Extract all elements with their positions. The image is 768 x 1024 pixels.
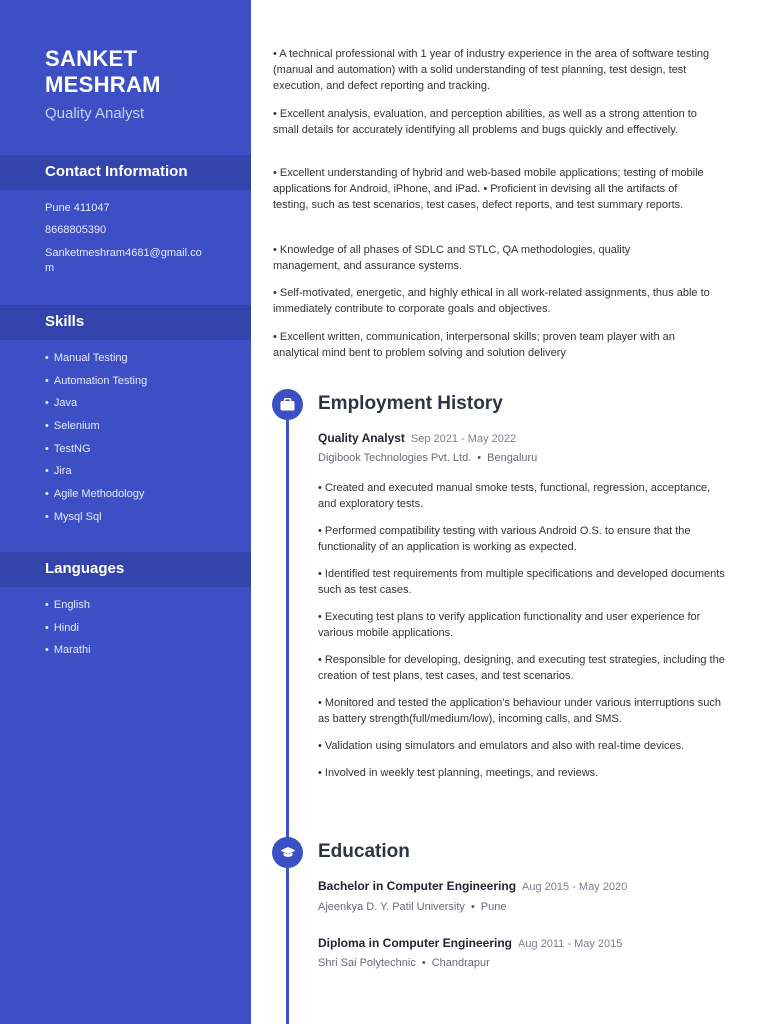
languages-list	[45, 598, 91, 666]
employment-bullet: • Monitored and tested the application’s behaviour under various interruptions such as battery strength(full/medium/low), incoming calls, and SMS.	[318, 697, 721, 725]
education-title: Education	[318, 841, 410, 862]
employment-bullet: • Identified test requirements from multiple specifications and developed documents such as test cases.	[318, 568, 725, 596]
summary-paragraph: • Excellent understanding of hybrid and web-based mobile applications; testing of mobile applications for Android, iPhone, and iPad. • Proficient in devising all the artifacts of testing, such as test scenarios, test cases, defect reports, and test summary reports.	[273, 167, 704, 211]
skill-item: • Manual Testing	[45, 351, 147, 374]
languages-header-label: Languages	[45, 560, 125, 577]
summary-paragraph: • Knowledge of all phases of SDLC and STLC, QA methodologies, quality management, and assurance systems.	[273, 244, 631, 272]
first-name: SANKET	[45, 46, 138, 71]
degree: Diploma in Computer Engineering	[318, 936, 513, 950]
skill-item: • Agile Methodology	[45, 487, 147, 510]
summary-paragraph: • Excellent analysis, evaluation, and perception abilities, as well as a strong attention to small details for accurately identifying all problems and bugs quickly and effectively.	[273, 108, 697, 136]
employment-bullet: • Involved in weekly test planning, meetings, and reviews.	[318, 767, 599, 779]
timeline-line	[286, 405, 289, 1024]
skills-list	[45, 351, 147, 533]
employment-company: Digibook Technologies Pvt. Ltd. • Bengaluru	[318, 452, 538, 464]
education-entry	[318, 936, 622, 950]
job-title: Quality Analyst	[45, 105, 145, 122]
skill-item: • Jira	[45, 464, 147, 487]
employment-bullet: • Validation using simulators and emulators and also with real-time devices.	[318, 740, 685, 752]
summary-paragraph: • A technical professional with 1 year of industry experience in the area of software testing (manual and automation) with a solid understanding of test planning, test design, test execution, and defect reporting and tracking.	[273, 48, 710, 92]
language-item: • Marathi	[45, 643, 91, 666]
briefcase-icon	[272, 389, 303, 420]
languages-header	[0, 552, 251, 587]
employment-bullet: • Created and executed manual smoke tests, functional, regression, acceptance, and exploratory tests.	[318, 482, 711, 510]
role-dates: Sep 2021 - May 2022	[410, 433, 517, 445]
degree-dates: Aug 2011 - May 2015	[518, 938, 623, 950]
company-location: Bengaluru	[487, 452, 538, 464]
school-name: Ajeenkya D. Y. Patil University	[318, 901, 465, 913]
last-name: MESHRAM	[45, 72, 161, 97]
education-school: Ajeenkya D. Y. Patil University • Pune	[318, 901, 507, 913]
contact-phone: 8668805390	[45, 224, 107, 236]
skill-item: • TestNG	[45, 442, 147, 465]
employment-role	[318, 431, 516, 445]
skill-item: • Java	[45, 396, 147, 419]
company-name: Digibook Technologies Pvt. Ltd.	[318, 452, 472, 464]
education-school: Shri Sai Polytechnic • Chandrapur	[318, 957, 490, 969]
language-item: • Hindi	[45, 621, 91, 644]
employment-bullets	[318, 480, 728, 781]
school-location: Chandrapur	[431, 957, 490, 969]
contact-city: Pune 411047	[45, 202, 110, 214]
contact-email-line2: m	[45, 262, 55, 274]
school-name: Shri Sai Polytechnic	[318, 957, 416, 969]
graduation-cap-icon	[272, 837, 303, 868]
skills-header	[0, 305, 251, 340]
degree-dates: Aug 2015 - May 2020	[522, 881, 628, 893]
contact-header	[0, 155, 251, 190]
school-location: Pune	[480, 901, 507, 913]
summary-paragraph: • Self-motivated, energetic, and highly ethical in all work-related assignments, thus able to immediately contribute to corporate goals and objectives.	[273, 287, 710, 315]
summary-paragraph: • Excellent written, communication, interpersonal skills; proven team player with an analytical mind bent to problem solving and solution delivery	[273, 331, 675, 359]
language-item: • English	[45, 598, 91, 621]
employment-bullet: • Performed compatibility testing with various Android O.S. to ensure that the functionality of an application is working as expected.	[318, 525, 691, 553]
employment-bullet: • Executing test plans to verify application functionality and user experience for various mobile applications.	[318, 611, 701, 639]
degree: Bachelor in Computer Engineering	[318, 879, 517, 893]
role-title: Quality Analyst	[318, 431, 405, 445]
skill-item: • Automation Testing	[45, 374, 147, 397]
sidebar	[0, 0, 251, 1024]
contact-email-line1: Sanketmeshram4681@gmail.co	[45, 247, 202, 259]
skills-header-label: Skills	[45, 313, 85, 330]
skill-item: • Mysql Sql	[45, 510, 147, 533]
employment-history-title: Employment History	[318, 393, 503, 414]
employment-bullet: • Responsible for developing, designing, and executing test strategies, including the creation of test plans, test cases, and test scenarios.	[318, 654, 725, 682]
skill-item: • Selenium	[45, 419, 147, 442]
education-entry	[318, 879, 627, 893]
contact-header-label: Contact Information	[45, 163, 188, 180]
